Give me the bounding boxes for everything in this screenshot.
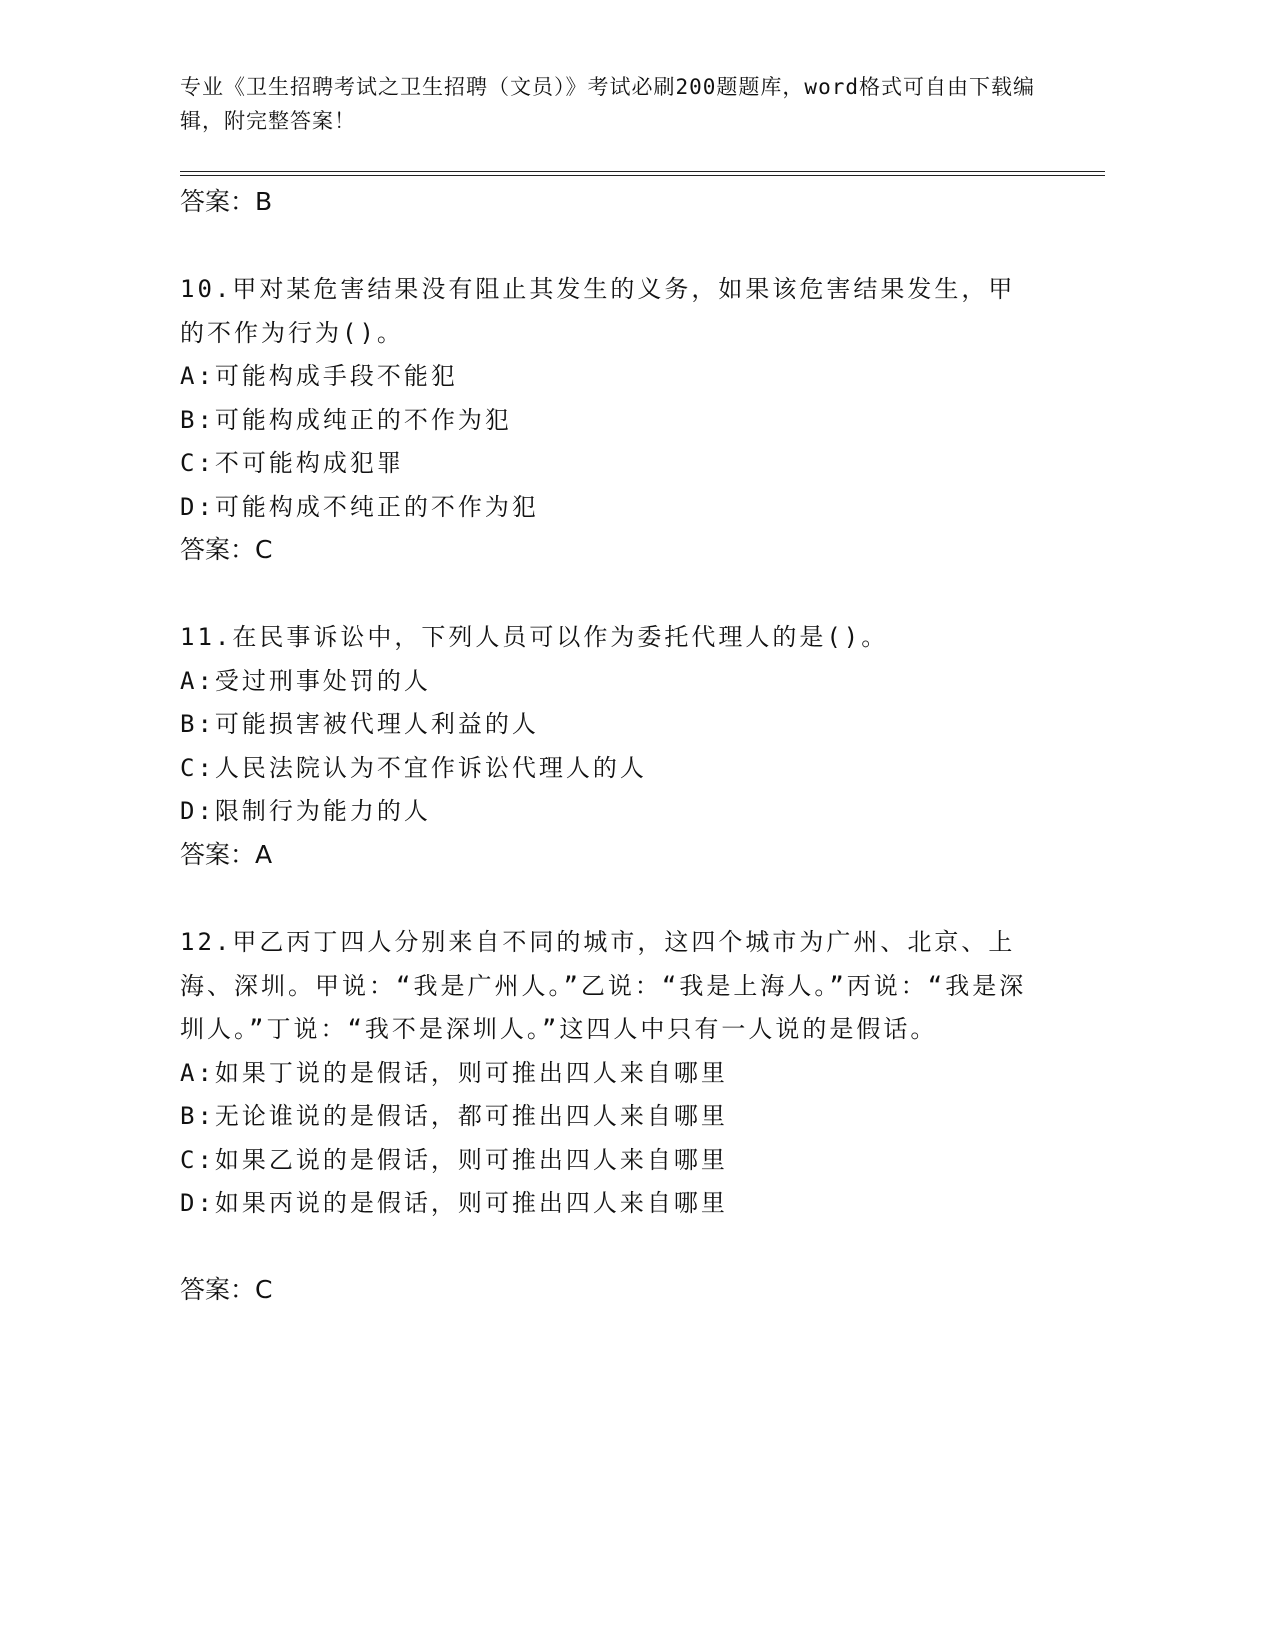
header-rule-top xyxy=(180,171,1105,172)
question-stem: 10.甲对某危害结果没有阻止其发生的义务，如果该危害结果发生，甲的不作为行为()。 xyxy=(180,275,1016,347)
question-10 xyxy=(180,268,1040,529)
option-a: A:受过刑事处罚的人 xyxy=(180,666,431,695)
option-d: D:如果丙说的是假话，则可推出四人来自哪里 xyxy=(180,1189,728,1217)
header-rule-bottom xyxy=(180,175,1105,176)
question-12 xyxy=(180,921,1040,1226)
option-d: D:限制行为能力的人 xyxy=(180,797,431,825)
question-stem: 12.甲乙丙丁四人分别来自不同的城市，这四个城市为广州、北京、上海、深圳。甲说：“我是广州人。”乙说：“我是上海人。”丙说：“我是深圳人。”丁说：“我不是深圳人。”这四人中只有一人说的是假话。 xyxy=(180,928,1027,1043)
option-b: B:无论谁说的是假话，都可推出四人来自哪里 xyxy=(180,1102,728,1130)
question-stem: 11.在民事诉讼中，下列人员可以作为委托代理人的是()。 xyxy=(180,623,889,651)
question-12-answer: 答案：C xyxy=(180,1275,273,1304)
option-c: C:不可能构成犯罪 xyxy=(180,449,404,477)
previous-answer: 答案：B xyxy=(180,187,273,216)
option-a: A:如果丁说的是假话，则可推出四人来自哪里 xyxy=(180,1058,728,1087)
question-10-answer: 答案：C xyxy=(180,535,273,564)
option-b: B:可能构成纯正的不作为犯 xyxy=(180,405,512,434)
option-b: B:可能损害被代理人利益的人 xyxy=(180,710,539,738)
question-11-answer: 答案：A xyxy=(180,840,273,869)
option-c: C:人民法院认为不宜作诉讼代理人的人 xyxy=(180,753,647,782)
document-header: 专业《卫生招聘考试之卫生招聘（文员）》考试必刷200题题库，word格式可自由下载编辑，附完整答案！ xyxy=(180,75,1035,133)
question-11 xyxy=(180,616,1040,834)
option-a: A:可能构成手段不能犯 xyxy=(180,362,458,390)
option-c: C:如果乙说的是假话，则可推出四人来自哪里 xyxy=(180,1145,728,1174)
option-d: D:可能构成不纯正的不作为犯 xyxy=(180,492,539,521)
